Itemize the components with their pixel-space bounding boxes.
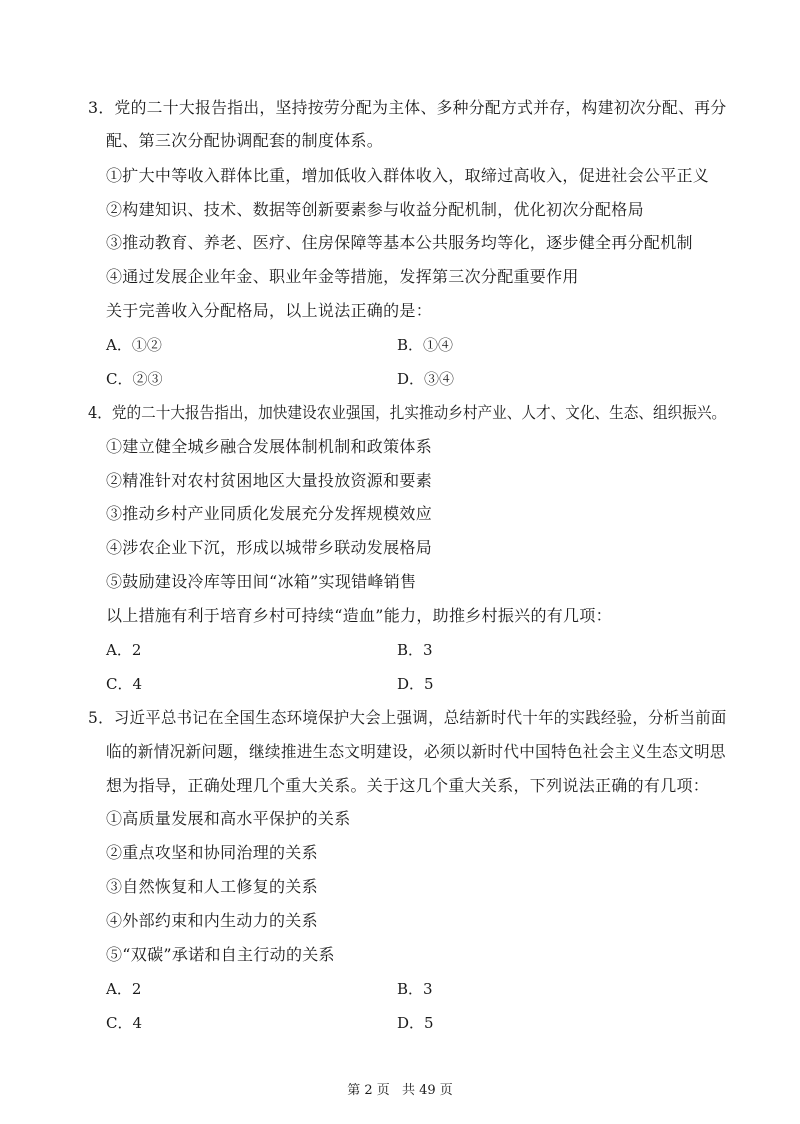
q4-item-4: ④涉农企业下沉，形成以城带乡联动发展格局 [106, 538, 433, 557]
q3-prompt: 关于完善收入分配格局，以上说法正确的是： [106, 301, 433, 320]
q4-item-5: ⑤鼓励建设冷库等田间“冰箱”实现错峰销售 [106, 572, 417, 591]
q4-option-d: D．5 [397, 675, 434, 693]
q5-option-c: C．4 [106, 1014, 143, 1032]
q4-stem-line-1: 4．党的二十大报告指出，加快建设农业强国，扎实推动乡村产业、人才、文化、生态、组织振兴。 [88, 403, 727, 422]
q4-item-1: ①建立健全城乡融合发展体制机制和政策体系 [106, 437, 433, 456]
q5-stem-line-2: 临的新情况新问题，继续推进生态文明建设，必须以新时代中国特色社会主义生态文明思 [106, 742, 726, 761]
q4-option-c: C．4 [106, 675, 143, 693]
q4-item-3: ③推动乡村产业同质化发展充分发挥规模效应 [106, 504, 433, 523]
page-total: 共 49 页 [401, 1083, 453, 1098]
q3-stem-line-2: 配、第三次分配协调配套的制度体系。 [106, 131, 384, 150]
q3-stem-line-1: 3．党的二十大报告指出，坚持按劳分配为主体、多种分配方式并存，构建初次分配、再分 [88, 98, 727, 117]
page-footer [0, 1082, 800, 1100]
q5-item-1: ①高质量发展和高水平保护的关系 [106, 809, 351, 828]
q3-option-b: B．①④ [397, 336, 454, 354]
q4-option-a: A．2 [106, 641, 142, 659]
q5-option-d: D．5 [397, 1014, 434, 1032]
q5-stem-line-3: 想为指导，正确处理几个重大关系。关于这几个重大关系，下列说法正确的有几项： [106, 776, 710, 795]
q5-stem-line-1: 5．习近平总书记在全国生态环境保护大会上强调，总结新时代十年的实践经验，分析当前面 [88, 708, 727, 727]
q3-item-4: ④通过发展企业年金、职业年金等措施，发挥第三次分配重要作用 [106, 267, 579, 286]
q3-option-d: D．③④ [397, 370, 455, 388]
q3-option-c: C．②③ [106, 370, 163, 388]
page-number: 第 2 页 [347, 1083, 390, 1098]
q3-option-a: A．①② [106, 336, 162, 354]
q5-option-a: A．2 [106, 980, 142, 998]
q4-item-2: ②精准针对农村贫困地区大量投放资源和要素 [106, 471, 433, 490]
q3-item-3: ③推动教育、养老、医疗、住房保障等基本公共服务均等化，逐步健全再分配机制 [106, 233, 693, 252]
q5-item-4: ④外部约束和内生动力的关系 [106, 911, 318, 930]
q3-item-2: ②构建知识、技术、数据等创新要素参与收益分配机制，优化初次分配格局 [106, 200, 644, 219]
q4-prompt: 以上措施有利于培育乡村可持续“造血”能力，助推乡村振兴的有几项： [106, 606, 612, 625]
q3-item-1: ①扩大中等收入群体比重，增加低收入群体收入，取缔过高收入，促进社会公平正义 [106, 166, 710, 185]
q4-option-b: B．3 [397, 641, 433, 659]
q5-item-2: ②重点攻坚和协同治理的关系 [106, 843, 318, 862]
q5-item-3: ③自然恢复和人工修复的关系 [106, 877, 318, 896]
q5-option-b: B．3 [397, 980, 433, 998]
q5-item-5: ⑤“双碳”承诺和自主行动的关系 [106, 945, 335, 964]
